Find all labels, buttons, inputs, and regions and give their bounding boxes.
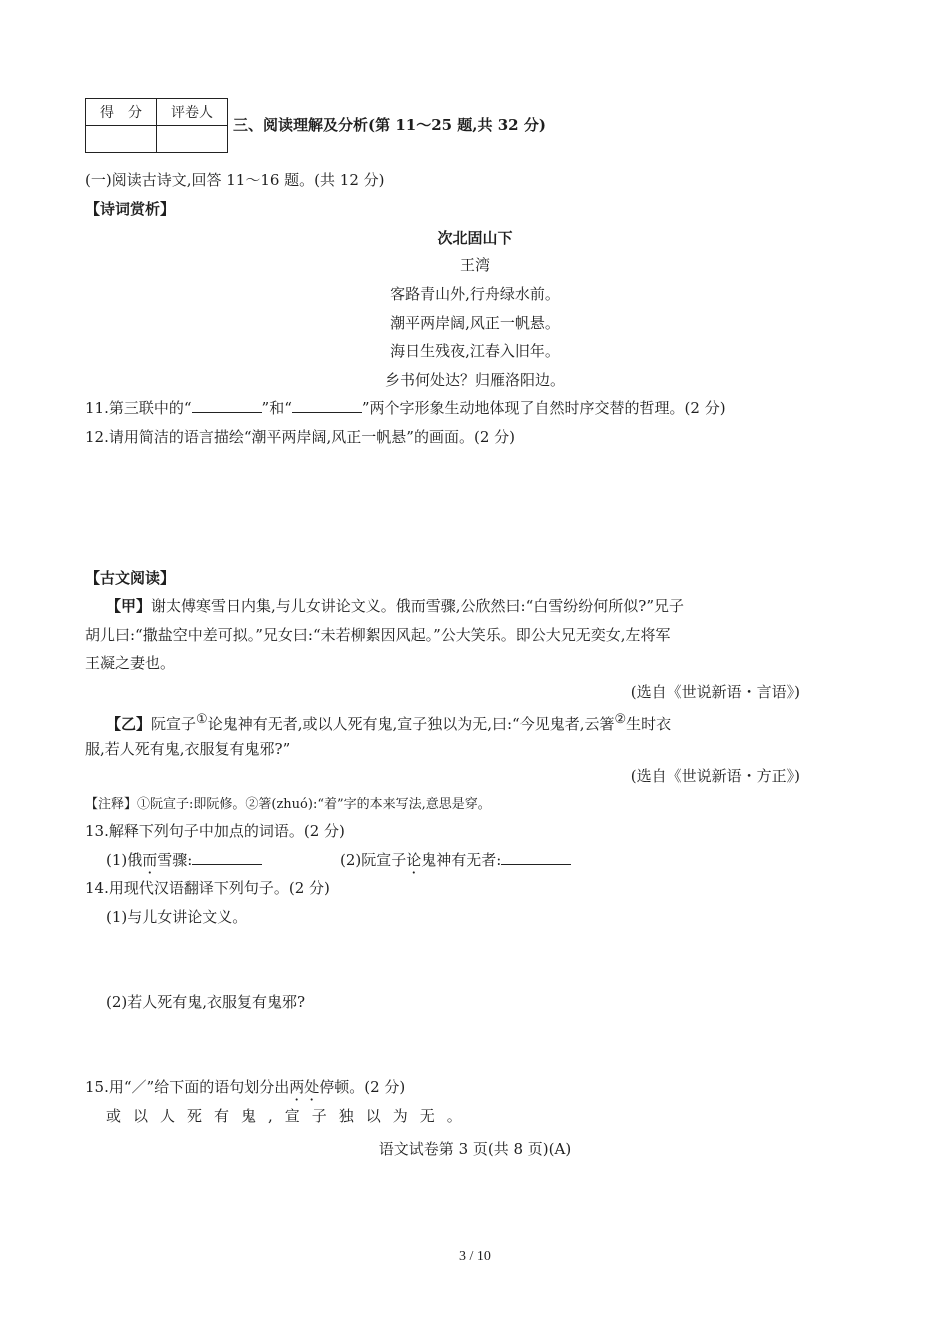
q14-item-2: (2)若人死有鬼,衣服复有鬼邪? (106, 993, 306, 1011)
page-footer: 语文试卷第 3 页(共 8 页)(A) (378, 1140, 572, 1158)
note-marker-2: ② (614, 712, 627, 727)
score-header: 得 分 (86, 99, 157, 126)
jia-line-3: 王凝之妻也。 (85, 654, 176, 672)
poem-title: 次北固山下 (437, 229, 513, 247)
grader-header: 评卷人 (157, 99, 228, 126)
jia-line-2: 胡儿曰:“撒盐空中差可拟。”兄女曰:“未若柳絮因风起。”公大笑乐。即公大兄无奕女,左将军 (85, 626, 671, 644)
note-marker-1: ① (196, 712, 208, 727)
score-cell[interactable] (86, 126, 157, 153)
poem-author: 王湾 (459, 256, 490, 274)
yi-source: (选自《世说新语・方正》) (630, 767, 800, 785)
page-number: 3 / 10 (459, 1249, 491, 1264)
q14-item-1: (1)与儿女讲论文义。 (106, 908, 248, 926)
question-15: 15.用“／”给下面的语句划分出两处停顿。(2 分) (85, 1078, 406, 1096)
q13-blank-2[interactable] (501, 850, 571, 865)
yi-line-2: 服,若人死有鬼,衣服复有鬼邪?” (85, 740, 291, 758)
poem-line-4: 乡书何处达？归雁洛阳边。 (384, 371, 565, 389)
yi-line-1: 【乙】阮宣子①论鬼神有无者,或以人死有鬼,宣子独以为无,曰:“今见鬼者,云箸②生时衣 (106, 712, 672, 733)
q11-blank-2[interactable] (292, 398, 362, 413)
poem-line-2: 潮平两岸阔,风正一帆悬。 (390, 314, 560, 332)
q14-answer-area-2[interactable] (106, 1017, 866, 1072)
q12-answer-area[interactable] (85, 452, 865, 562)
q13-item-2: (2)阮宣子论鬼神有无者: (340, 850, 571, 870)
q13-blank-1[interactable] (192, 850, 262, 865)
poem-line-1: 客路青山外,行舟绿水前。 (390, 285, 560, 303)
q13-item-1: (1)俄而雪骤: (106, 850, 262, 870)
poem-line-3: 海日生残夜,江春入旧年。 (390, 342, 560, 360)
question-11: 11.第三联中的“ ”和“ ”两个字形象生动地体现了自然时序交替的哲理。(2 分) (85, 399, 726, 417)
jia-source: (选自《世说新语・言语》) (630, 683, 800, 701)
classical-heading: 【古文阅读】 (85, 569, 176, 587)
q11-blank-1[interactable] (192, 398, 262, 413)
q14-answer-area-1[interactable] (106, 932, 866, 987)
annotations: 【注释】①阮宣子:即阮修。②箸(zhuó):“着”字的本来写法,意思是穿。 (85, 797, 491, 812)
section-title: 三、阅读理解及分析(第 11～25 题,共 32 分) (233, 116, 546, 134)
part1-intro: (一)阅读古诗文,回答 11～16 题。(共 12 分) (85, 171, 385, 189)
score-table (85, 98, 228, 153)
question-14: 14.用现代汉语翻译下列句子。(2 分) (85, 879, 330, 897)
grader-cell[interactable] (157, 126, 228, 153)
jia-line-1: 【甲】谢太傅寒雪日内集,与儿女讲论文义。俄而雪骤,公欣然曰:“白雪纷纷何所似?”兄子 (106, 597, 684, 615)
question-13: 13.解释下列句子中加点的词语。(2 分) (85, 822, 345, 840)
q15-sentence: 或以人死有鬼,宣子独以为无。 (106, 1107, 474, 1125)
question-12: 12.请用简洁的语言描绘“潮平两岸阔,风正一帆悬”的画面。(2 分) (85, 428, 515, 446)
poem-heading: 【诗词赏析】 (85, 200, 176, 218)
